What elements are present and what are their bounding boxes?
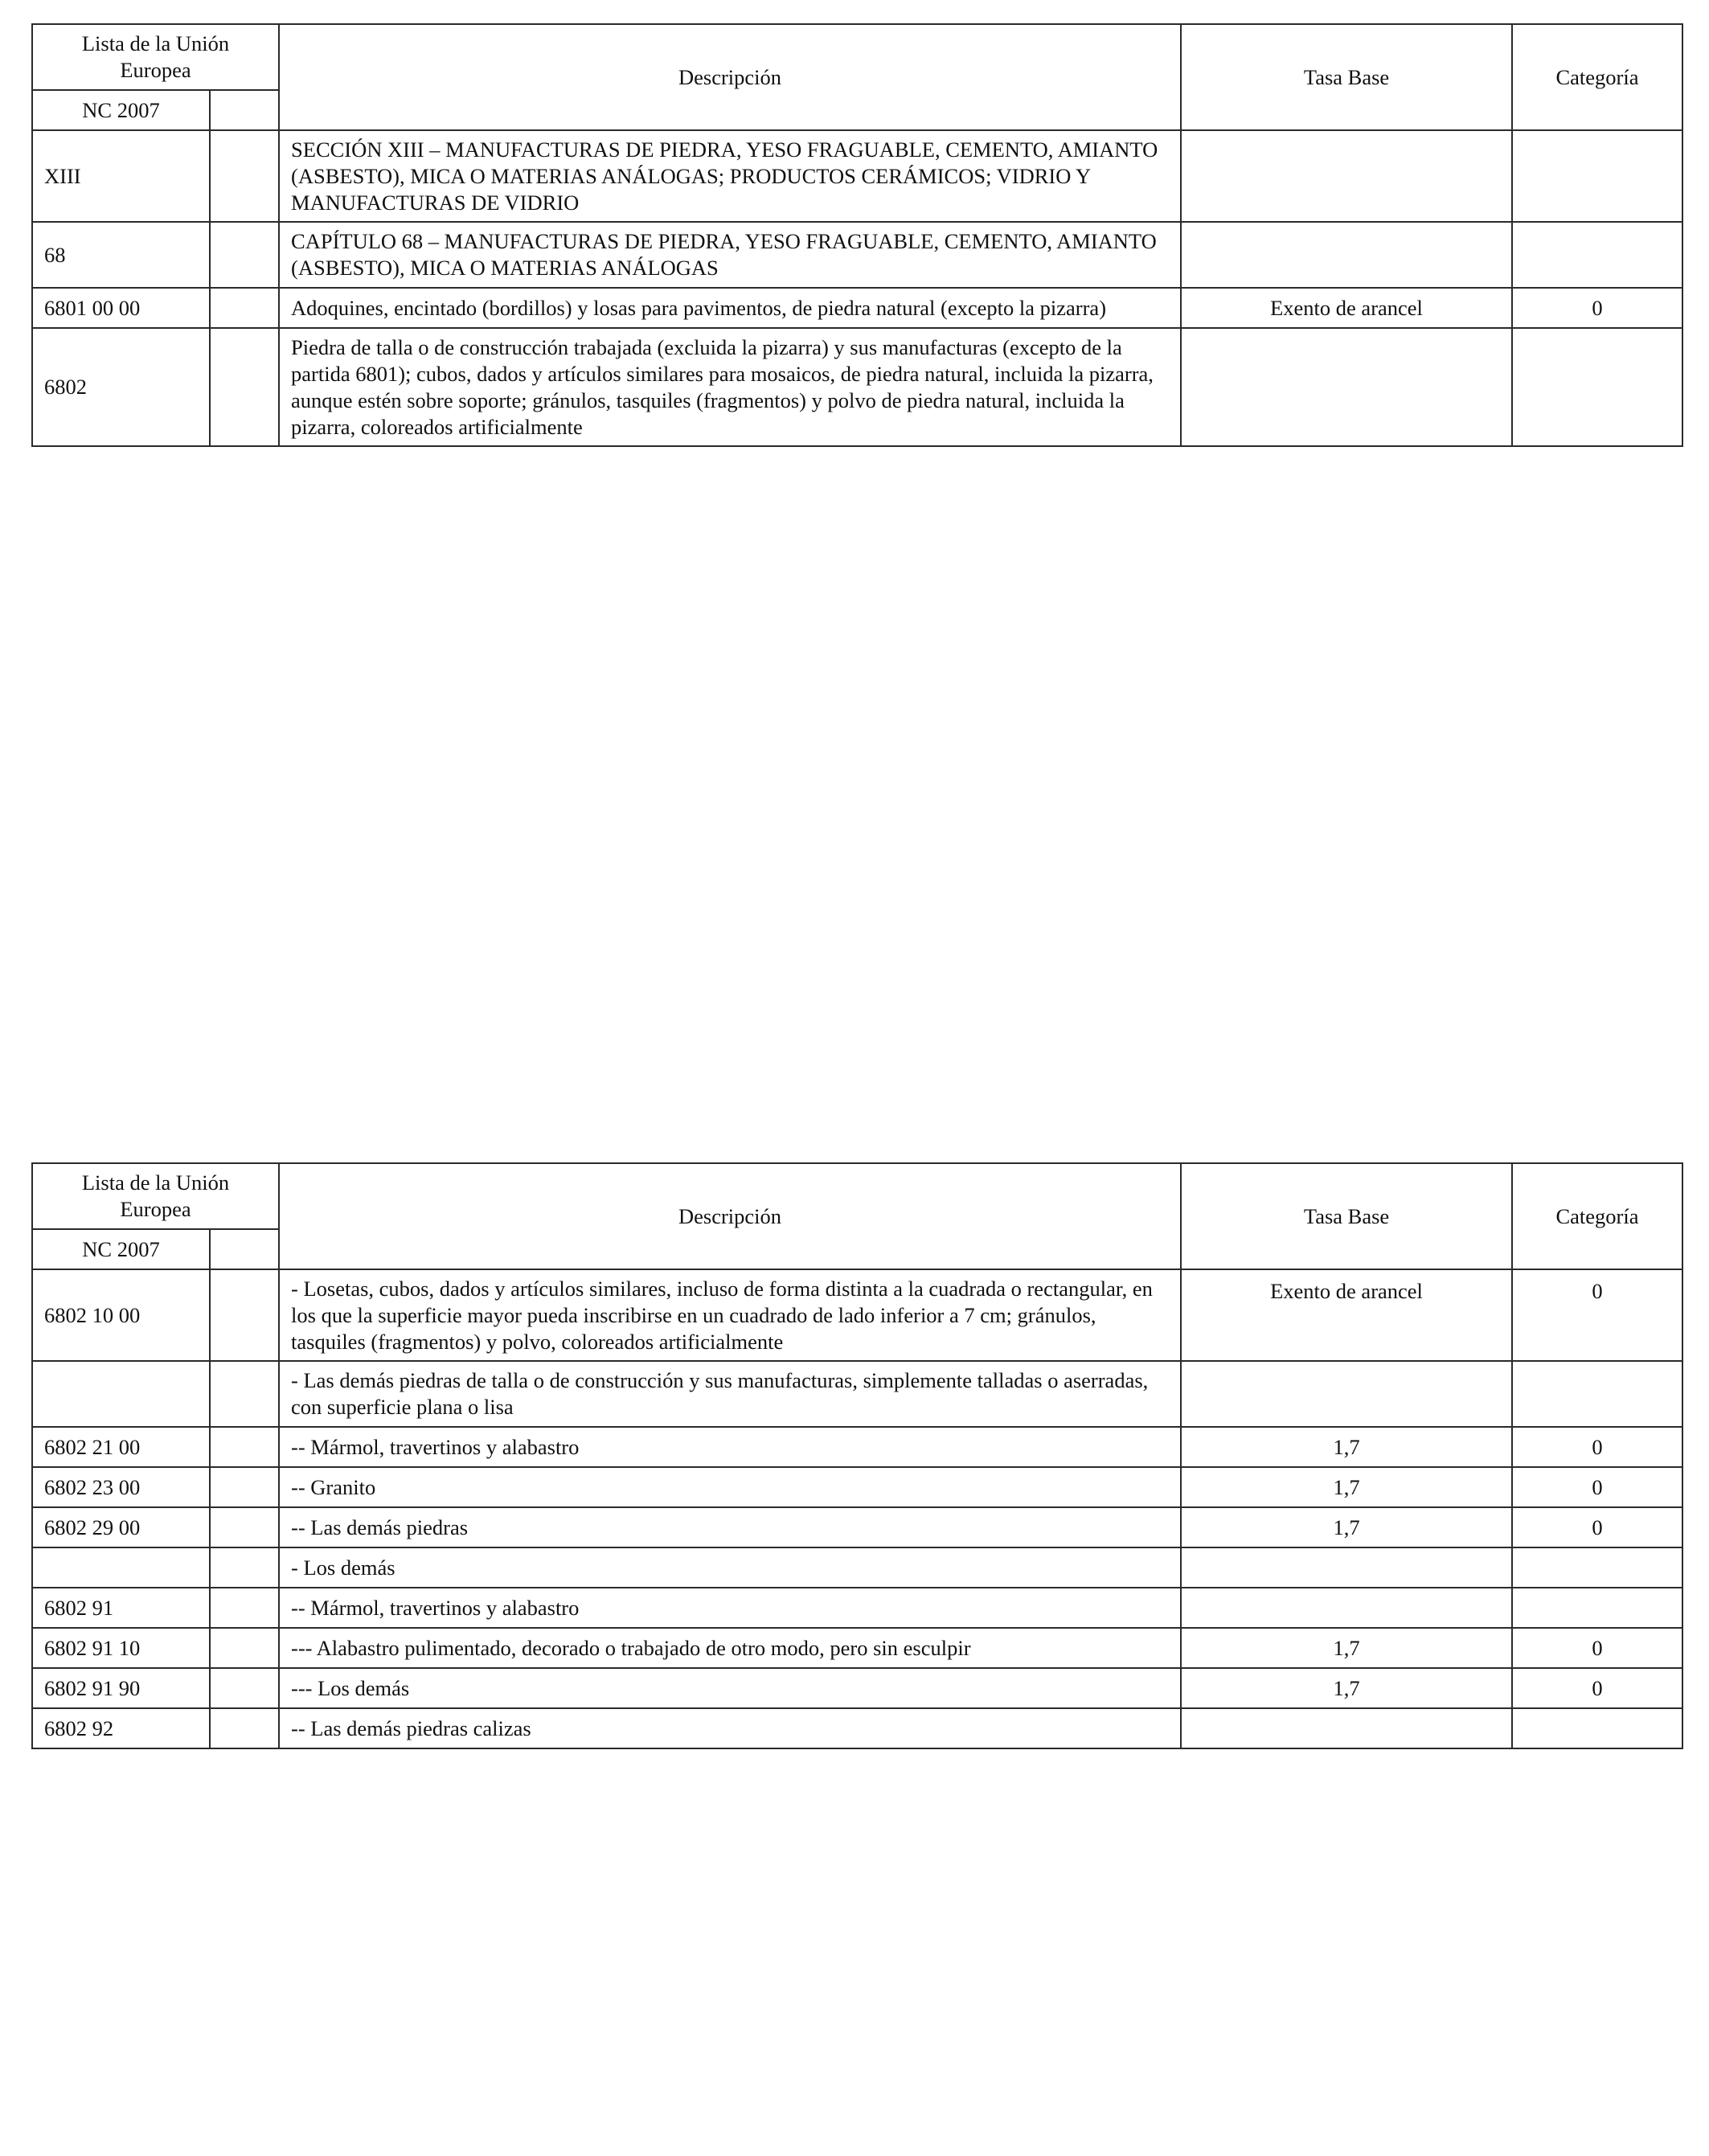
category-cell (1512, 130, 1682, 222)
description-cell: - Losetas, cubos, dados y artículos similares, incluso de forma distinta a la cuadrada o rectangular, en los que la superficie mayor pueda inscribirse en un cuadrado de lado inferior a 7 cm; gránulos, tasquiles (fragmentos) y polvo, coloreados artificialmente (279, 1269, 1181, 1361)
suffix-cell (210, 1588, 279, 1628)
category-cell: 0 (1512, 1427, 1682, 1467)
table-row (32, 1547, 1682, 1588)
category-cell: 0 (1512, 1467, 1682, 1507)
description-cell: -- Mármol, travertinos y alabastro (279, 1427, 1181, 1467)
description-cell: -- Granito (279, 1467, 1181, 1507)
code-cell: 6802 (32, 328, 210, 446)
rate-cell (1181, 1588, 1512, 1628)
table-row (32, 288, 1682, 328)
category-cell (1512, 1547, 1682, 1588)
rate-cell: 1,7 (1181, 1628, 1512, 1668)
rate-cell (1181, 222, 1512, 288)
table-row (32, 1361, 1682, 1427)
category-cell (1512, 1708, 1682, 1748)
header-row (32, 1163, 1682, 1229)
categoria-header: Categoría (1512, 1163, 1682, 1269)
code-cell: 6802 23 00 (32, 1467, 210, 1507)
description-cell: -- Las demás piedras (279, 1507, 1181, 1547)
table-row (32, 1467, 1682, 1507)
rate-cell (1181, 1708, 1512, 1748)
suffix-cell (210, 1628, 279, 1668)
rate-cell (1181, 130, 1512, 222)
suffix-cell (210, 1427, 279, 1467)
rate-cell (1181, 1361, 1512, 1427)
description-cell: SECCIÓN XIII – MANUFACTURAS DE PIEDRA, YESO FRAGUABLE, CEMENTO, AMIANTO (ASBESTO), MICA O MATERIAS ANÁLOGAS; PRODUCTOS CERÁMICOS; VIDRIO Y MANUFACTURAS DE VIDRIO (279, 130, 1181, 222)
code-cell: XIII (32, 130, 210, 222)
suffix-cell (210, 328, 279, 446)
header-row (32, 24, 1682, 90)
rate-cell: 1,7 (1181, 1467, 1512, 1507)
code-cell: 6802 29 00 (32, 1507, 210, 1547)
table-row (32, 1269, 1682, 1361)
suffix-cell (210, 1547, 279, 1588)
suffix-cell (210, 1668, 279, 1708)
code-cell: 6802 92 (32, 1708, 210, 1748)
nc-suffix-header (210, 1229, 279, 1269)
table-row (32, 1708, 1682, 1748)
description-cell: CAPÍTULO 68 – MANUFACTURAS DE PIEDRA, YESO FRAGUABLE, CEMENTO, AMIANTO (ASBESTO), MICA O MATERIAS ANÁLOGAS (279, 222, 1181, 288)
category-cell (1512, 1361, 1682, 1427)
code-cell: 6802 91 (32, 1588, 210, 1628)
category-cell: 0 (1512, 1668, 1682, 1708)
rate-cell (1181, 328, 1512, 446)
table-row (32, 130, 1682, 222)
category-cell: 0 (1512, 288, 1682, 328)
table-row (32, 1427, 1682, 1467)
suffix-cell (210, 1361, 279, 1427)
tariff-table-1 (31, 23, 1683, 447)
code-cell (32, 1361, 210, 1427)
table-row (32, 222, 1682, 288)
description-cell: Piedra de talla o de construcción trabajada (excluida la pizarra) y sus manufacturas (excepto de la partida 6801); cubos, dados y artículos similares para mosaicos, de piedra natural, incluida la pizarra, aunque estén sobre soporte; gránulos, tasquiles (fragmentos) y polvo de piedra natural, incluida la pizarra, coloreados artificialmente (279, 328, 1181, 446)
rate-cell: 1,7 (1181, 1507, 1512, 1547)
tasa-header: Tasa Base (1181, 1163, 1512, 1269)
code-cell: 6802 10 00 (32, 1269, 210, 1361)
description-cell: - Los demás (279, 1547, 1181, 1588)
description-cell: Adoquines, encintado (bordillos) y losas para pavimentos, de piedra natural (excepto la pizarra) (279, 288, 1181, 328)
description-cell: -- Mármol, travertinos y alabastro (279, 1588, 1181, 1628)
table-row (32, 1628, 1682, 1668)
category-cell: 0 (1512, 1628, 1682, 1668)
code-cell: 68 (32, 222, 210, 288)
tariff-table-2 (31, 1162, 1683, 1749)
suffix-cell (210, 1269, 279, 1361)
table-row (32, 1668, 1682, 1708)
description-cell: -- Las demás piedras calizas (279, 1708, 1181, 1748)
category-cell: 0 (1512, 1269, 1682, 1361)
category-cell (1512, 222, 1682, 288)
descripcion-header: Descripción (279, 24, 1181, 130)
categoria-header: Categoría (1512, 24, 1682, 130)
code-cell: 6802 91 10 (32, 1628, 210, 1668)
lista-header: Lista de la Unión Europea (32, 1163, 279, 1229)
description-cell: - Las demás piedras de talla o de construcción y sus manufacturas, simplemente talladas o aserradas, con superficie plana o lisa (279, 1361, 1181, 1427)
nc-header: NC 2007 (32, 90, 210, 130)
suffix-cell (210, 288, 279, 328)
rate-cell: 1,7 (1181, 1668, 1512, 1708)
description-cell: --- Los demás (279, 1668, 1181, 1708)
suffix-cell (210, 130, 279, 222)
code-cell: 6802 91 90 (32, 1668, 210, 1708)
code-cell: 6801 00 00 (32, 288, 210, 328)
rate-cell: Exento de arancel (1181, 288, 1512, 328)
category-cell: 0 (1512, 1507, 1682, 1547)
rate-cell (1181, 1547, 1512, 1588)
lista-header: Lista de la Unión Europea (32, 24, 279, 90)
suffix-cell (210, 1507, 279, 1547)
table-row (32, 328, 1682, 446)
suffix-cell (210, 1708, 279, 1748)
suffix-cell (210, 222, 279, 288)
suffix-cell (210, 1467, 279, 1507)
rate-cell: 1,7 (1181, 1427, 1512, 1467)
category-cell (1512, 328, 1682, 446)
category-cell (1512, 1588, 1682, 1628)
table-row (32, 1507, 1682, 1547)
table-row (32, 1588, 1682, 1628)
code-cell (32, 1547, 210, 1588)
nc-suffix-header (210, 90, 279, 130)
descripcion-header: Descripción (279, 1163, 1181, 1269)
nc-header: NC 2007 (32, 1229, 210, 1269)
tasa-header: Tasa Base (1181, 24, 1512, 130)
description-cell: --- Alabastro pulimentado, decorado o trabajado de otro modo, pero sin esculpir (279, 1628, 1181, 1668)
code-cell: 6802 21 00 (32, 1427, 210, 1467)
rate-cell: Exento de arancel (1181, 1269, 1512, 1361)
